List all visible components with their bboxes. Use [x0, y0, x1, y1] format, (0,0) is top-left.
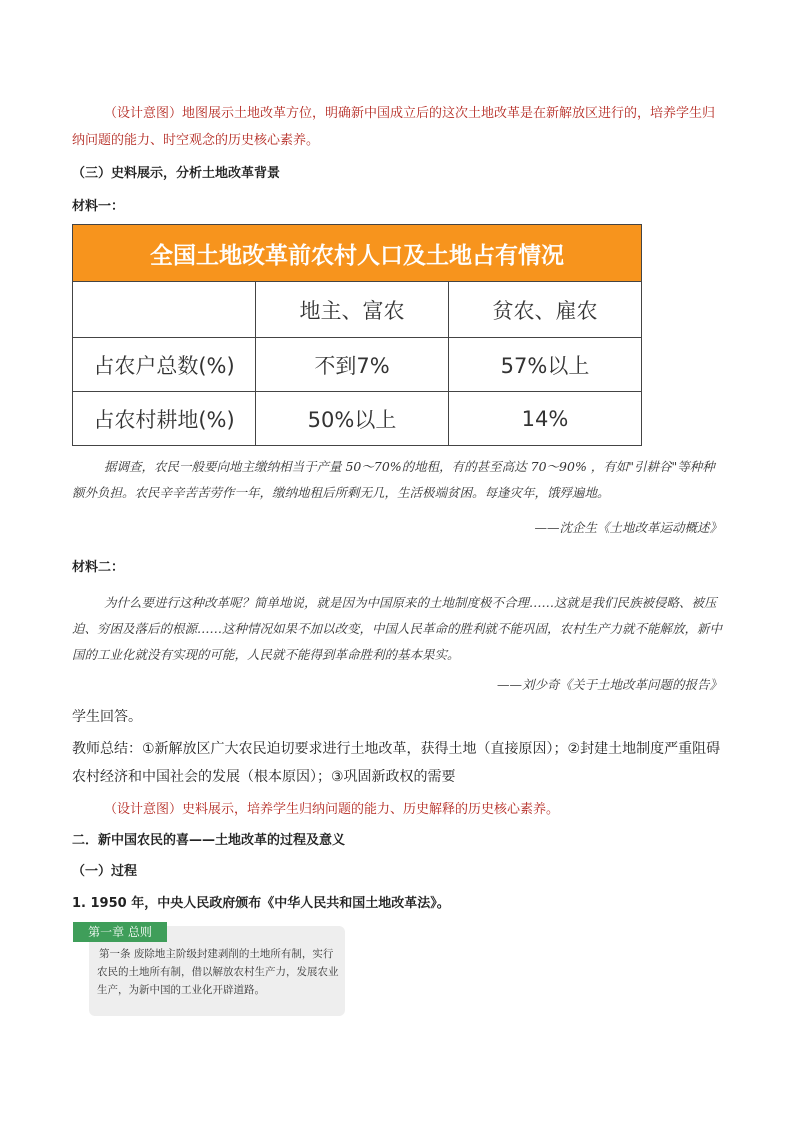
student-answer: 学生回答。 — [72, 709, 142, 725]
table-cell-households-landlords: 不到7% — [256, 338, 449, 392]
section-3-title: （三）史料展示，分析土地改革背景 — [72, 166, 281, 181]
item-1-land-reform-law: 1. 1950 年，中央人民政府颁布《中华人民共和国土地改革法》。 — [72, 896, 450, 911]
process-title: （一）过程 — [72, 864, 138, 879]
table-header-poor-peasants: 贫农、雇农 — [449, 282, 642, 338]
material-2-text: 为什么要进行这种改革呢？简单地说，就是因为中国原来的土地制度极不合理……这就是我们民族被侵略、被压迫、穷困及落后的根源……这种情况如果不加以改变，中国人民革命的胜利就不能巩固，农村生产力就不能解放，新中国的工业化就没有实现的可能，人民就不能得到革命胜利的基本果实。 — [72, 595, 723, 662]
law-article-text: 第一条 废除地主阶级封建剥削的土地所有制，实行农民的土地所有制，借以解放农村生产力，发展农业生产，为新中国的工业化开辟道路。 — [97, 948, 339, 996]
land-ownership-table — [72, 224, 642, 446]
design-intent-sources: （设计意图）史料展示，培养学生归纳问题的能力、历史解释的历史核心素养。 — [104, 802, 560, 817]
table-cell-farmland-poor: 14% — [449, 392, 642, 446]
teacher-summary: 教师总结：①新解放区广大农民迫切要求进行土地改革，获得土地（直接原因）；②封建土地制度严重阻碍农村经济和中国社会的发展（根本原因）；③巩固新政权的需要 — [72, 741, 721, 785]
material-1-label: 材料一： — [72, 199, 125, 214]
table-row-households-label: 占农户总数(%) — [73, 338, 256, 392]
table-cell-farmland-landlords: 50%以上 — [256, 392, 449, 446]
table-row-farmland-label: 占农村耕地(%) — [73, 392, 256, 446]
table-title: 全国土地改革前农村人口及土地占有情况 — [73, 225, 642, 282]
law-chapter-badge: 第一章 总则 — [73, 922, 167, 942]
table-header-empty — [73, 282, 256, 338]
material-2-label: 材料二： — [72, 560, 125, 575]
design-intent-map: （设计意图）地图展示土地改革方位，明确新中国成立后的这次土地改革是在新解放区进行的，培养学生归纳问题的能力、时空观念的历史核心素养。 — [72, 106, 716, 148]
table-header-landlords: 地主、富农 — [256, 282, 449, 338]
section-2-title: 二．新中国农民的喜——土地改革的过程及意义 — [72, 833, 346, 848]
material-2-source: ——刘少奇《关于土地改革问题的报告》 — [496, 677, 722, 692]
table-cell-households-poor: 57%以上 — [449, 338, 642, 392]
material-1-source: ——沈企生《土地改革运动概述》 — [534, 520, 722, 535]
material-1-text: 据调查，农民一般要向地主缴纳相当于产量 50～70%的地租，有的甚至高达 70～90% ，有如"引耕谷"等种种额外负担。农民辛辛苦苦劳作一年，缴纳地租后所剩无几，生活极端贫困。每逢灾年，饿殍遍地。 — [72, 459, 715, 500]
